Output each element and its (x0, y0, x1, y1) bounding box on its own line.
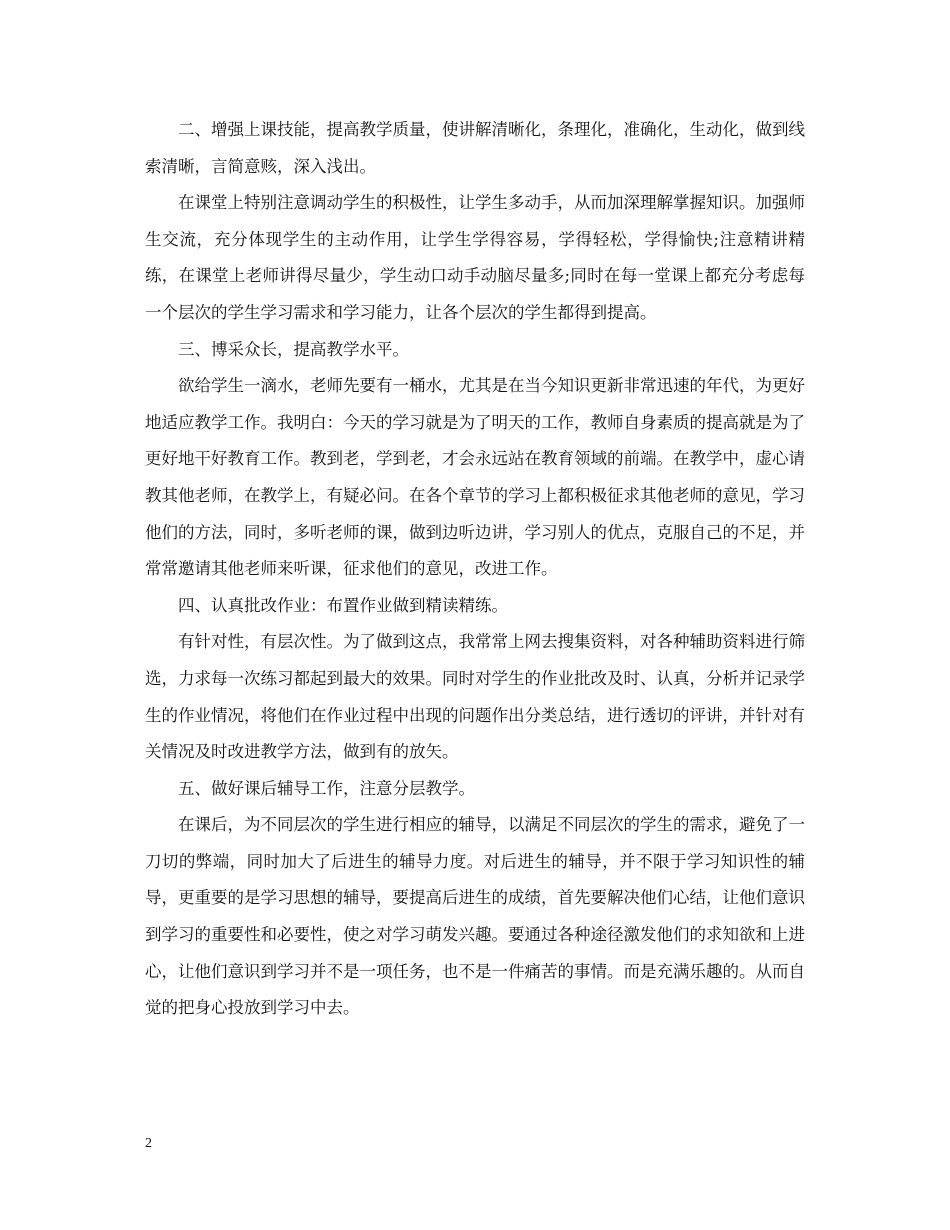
body-paragraph: 在课堂上特别注意调动学生的积极性，让学生多动手，从而加深理解掌握知识。加强师生交流，充分体现学生的主动作用，让学生学得容易，学得轻松，学得愉快;注意精讲精练，在课堂上老师讲得尽量少，学生动口动手动脑尽量多;同时在每一堂课上都充分考虑每一个层次的学生学习需求和学习能力，让各个层次的学生都得到提高。 (145, 193, 805, 322)
body-paragraph: 在课后，为不同层次的学生进行相应的辅导，以满足不同层次的学生的需求，避免了一刀切的弊端，同时加大了后进生的辅导力度。对后进生的辅导，并不限于学习知识性的辅导，更重要的是学习思想的辅导，要提高后进生的成绩，首先要解决他们心结，让他们意识到学习的重要性和必要性，使之对学习萌发兴趣。要通过各种途径激发他们的求知欲和上进心，让他们意识到学习并不是一项任务，也不是一件痛苦的事情。而是充满乐趣的。从而自觉的把身心投放到学习中去。 (145, 815, 805, 1018)
body-paragraph: 欲给学生一滴水，老师先要有一桶水，尤其是在当今知识更新非常迅速的年代，为更好地适应教学工作。我明白：今天的学习就是为了明天的工作，教师自身素质的提高就是为了更好地干好教育工作。教到老，学到老，才会永远站在教育领域的前端。在教学中，虚心请教其他老师，在教学上，有疑必问。在各个章节的学习上都积极征求其他老师的意见，学习他们的方法，同时，多听老师的课，做到边听边讲，学习别人的优点，克服自己的不足，并常常邀请其他老师来听课，征求他们的意见，改进工作。 (145, 376, 805, 579)
document-body (145, 112, 805, 1027)
page-number: 2 (145, 1136, 152, 1151)
section-heading-4: 四、认真批改作业：布置作业做到精读精练。 (178, 595, 508, 615)
section-heading-5: 五、做好课后辅导工作，注意分层教学。 (178, 778, 475, 798)
section-heading-2: 二、增强上课技能，提高教学质量，使讲解清晰化，条理化，准确化，生动化，做到线索清晰，言简意赅，深入浅出。 (145, 120, 805, 176)
section-heading-3: 三、博采众长，提高教学水平。 (178, 339, 409, 359)
body-paragraph: 有针对性，有层次性。为了做到这点，我常常上网去搜集资料，对各种辅助资料进行筛选，力求每一次练习都起到最大的效果。同时对学生的作业批改及时、认真，分析并记录学生的作业情况，将他们在作业过程中出现的问题作出分类总结，进行透切的评讲，并针对有关情况及时改进教学方法，做到有的放矢。 (145, 632, 805, 762)
